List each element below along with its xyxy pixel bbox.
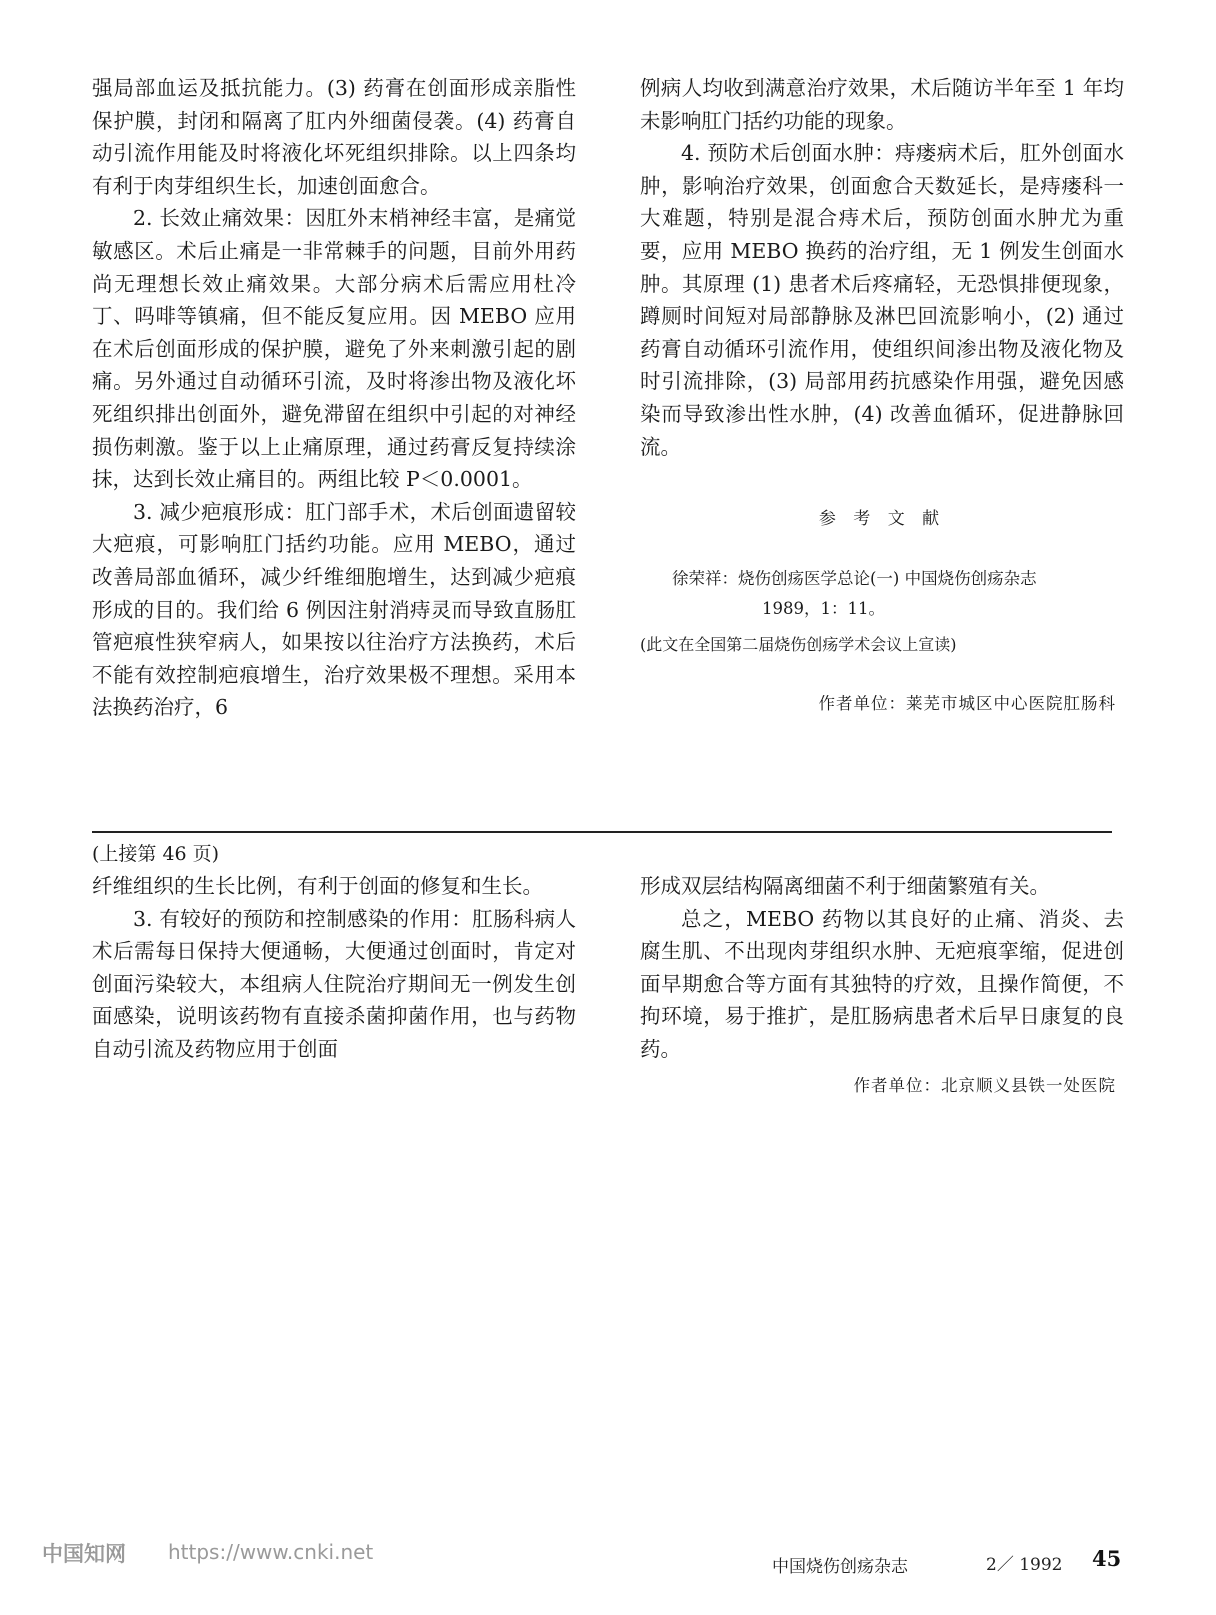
top-right-column	[640, 72, 1124, 720]
cnki-watermark-url: https://www.cnki.net	[168, 1540, 374, 1564]
paragraph: 强局部血运及抵抗能力。(3) 药膏在创面形成亲脂性保护膜，封闭和隔离了肛内外细菌侵袭。(4) 药膏自动引流作用能及时将液化坏死组织排除。以上四条均有利于肉芽组织生长，加速创面愈合。	[92, 76, 576, 198]
reference-entry	[640, 564, 1124, 624]
author-affiliation: 作者单位：莱芜市城区中心医院肛肠科	[818, 693, 1116, 713]
bottom-left-column	[92, 870, 576, 1066]
author-affiliation: 作者单位：北京顺义县铁一处医院	[853, 1075, 1116, 1095]
reference-line: 徐荣祥：烧伤创疡医学总论(一) 中国烧伤创疡杂志	[672, 568, 1037, 588]
paragraph: 2. 长效止痛效果：因肛外末梢神经丰富，是痛觉敏感区。术后止痛是一非常棘手的问题，目前外用药尚无理想长效止痛效果。大部分病术后需应用杜冷丁、吗啡等镇痛，但不能反复应用。因 MEBO 应用在术后创面形成的保护膜，避免了外来刺激引起的剧痛。另外通过自动循环引流，及时将渗出物及液化坏死组织排出创面外，避免滞留在组织中引起的对神经损伤刺激。鉴于以上止痛原理，通过药膏反复持续涂抹，达到长效止痛目的。两组比较 P＜0.0001。	[92, 206, 576, 492]
paragraph: 总之，MEBO 药物以其良好的止痛、消炎、去腐生肌、不出现肉芽组织水肿、无疤痕挛缩，促进创面早期愈合等方面有其独特的疗效，且操作简便，不拘环境，易于推扩，是肛肠病患者术后早日康复的良药。	[640, 906, 1124, 1061]
issue-number: 2／ 1992	[986, 1555, 1063, 1575]
paragraph: 4. 预防术后创面水肿：痔瘘病术后，肛外创面水肿，影响治疗效果，创面愈合天数延长，是痔瘘科一大难题，特别是混合痔术后，预防创面水肿尤为重要，应用 MEBO 换药的治疗组，无 1 例发生创面水肿。其原理 (1) 患者术后疼痛轻，无恐惧排便现象，蹲厕时间短对局部静脉及淋巴回流影响小，(2) 通过药膏自动循环引流作用，使组织间渗出物及液化物及时引流排除，(3) 局部用药抗感染作用强，避免因感染而导致渗出性水肿，(4) 改善血循环，促进静脉回流。	[640, 141, 1124, 459]
journal-name: 中国烧伤创疡杂志	[772, 1557, 908, 1577]
bottom-right-column	[640, 870, 1124, 1102]
page-number: 45	[1092, 1546, 1122, 1571]
paragraph: 例病人均收到满意治疗效果，术后随访半年至 1 年均未影响肛门括约功能的现象。	[640, 76, 1124, 133]
references-heading: 参 考 文 献	[818, 509, 946, 530]
paragraph: 形成双层结构隔离细菌不利于细菌繁殖有关。	[640, 874, 1050, 898]
top-left-column	[92, 72, 576, 724]
reference-line: 1989，1：11。	[762, 598, 885, 618]
continuation-note: (上接第 46 页)	[92, 843, 220, 865]
paragraph: 3. 有较好的预防和控制感染的作用：肛肠科病人术后需每日保持大便通畅，大便通过创面时，肯定对创面污染较大，本组病人住院治疗期间无一例发生创面感染，说明该药物有直接杀菌抑菌作用，也与药物自动引流及药物应用于创面	[92, 906, 576, 1061]
section-divider	[92, 831, 1112, 833]
paragraph: 3. 减少疤痕形成：肛门部手术，术后创面遗留较大疤痕，可影响肛门括约功能。应用 MEBO，通过改善局部血循环，减少纤维细胞增生，达到减少疤痕形成的目的。我们给 6 例因注射消痔灵而导致直肠肛管疤痕性狭窄病人，如果按以往治疗方法换药，术后不能有效控制疤痕增生，治疗效果极不理想。采用本法换药治疗，6	[92, 499, 576, 720]
paragraph: 纤维组织的生长比例，有利于创面的修复和生长。	[92, 874, 543, 898]
cnki-watermark-logo: 中国知网	[42, 1542, 126, 1566]
presentation-note: (此文在全国第二届烧伤创疡学术会议上宣读)	[640, 634, 957, 654]
